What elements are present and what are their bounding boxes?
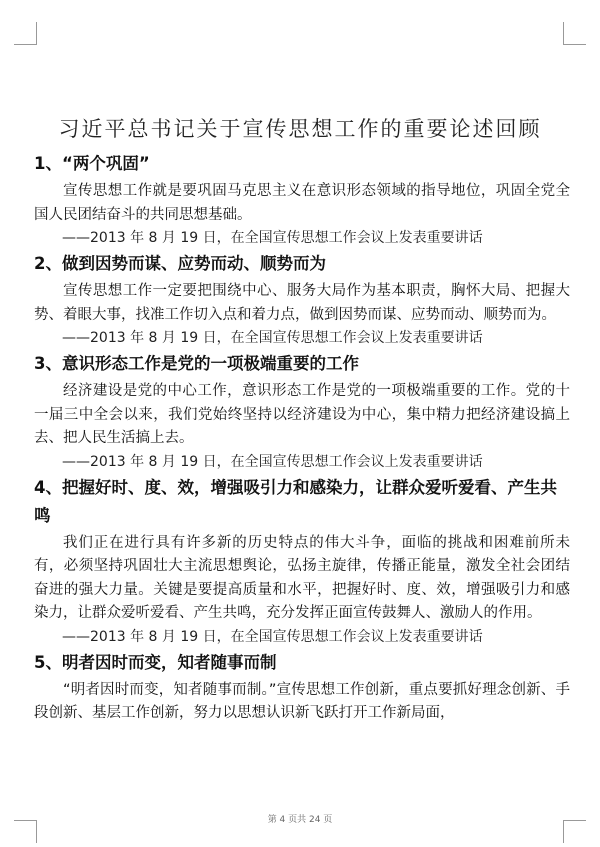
section-heading: 1、“两个巩固” <box>34 154 150 173</box>
document-body <box>34 150 570 726</box>
section-heading: 3、意识形态工作是党的一项极端重要的工作 <box>34 354 359 373</box>
section-paragraph: 宣传思想工作一定要把围绕中心、服务大局作为基本职责，胸怀大局、把握大势、着眼大事，找准工作切入点和着力点，做到因势而谋、应势而动、顺势而为。 <box>34 283 570 323</box>
section-heading: 4、把握好时、度、效，增强吸引力和感染力，让群众爱听爱看、产生共鸣 <box>34 477 557 525</box>
section-2 <box>34 250 570 350</box>
section-source: ——2013 年 8 月 19 日，在全国宣传思想工作会议上发表重要讲话 <box>62 628 483 645</box>
section-paragraph: “明者因时而变，知者随事而制。”宣传思想工作创新，重点要抓好理念创新、手段创新、基层工作创新，努力以思想认识新飞跃打开工作新局面， <box>34 681 570 721</box>
section-heading: 2、做到因势而谋、应势而动、顺势而为 <box>34 254 326 273</box>
section-3 <box>34 350 570 474</box>
section-4 <box>34 474 570 649</box>
page-number-footer: 第 4 页共 24 页 <box>267 815 333 825</box>
section-paragraph: 宣传思想工作就是要巩固马克思主义在意识形态领域的指导地位，巩固全党全国人民团结奋斗的共同思想基础。 <box>34 183 570 223</box>
section-paragraph: 我们正在进行具有许多新的历史特点的伟大斗争，面临的挑战和困难前所未有，必须坚持巩固壮大主流思想舆论，弘扬主旋律，传播正能量，激发全社会团结奋进的强大力量。关键是要提高质量和水平，把握好时、度、效，增强吸引力和感染力，让群众爱听爱看、产生共鸣，充分发挥正面宣传鼓舞人、激励人的作用。 <box>34 534 570 621</box>
crop-mark-top-left <box>14 22 37 45</box>
section-source: ——2013 年 8 月 19 日，在全国宣传思想工作会议上发表重要讲话 <box>62 453 483 470</box>
section-5 <box>34 649 570 726</box>
section-source: ——2013 年 8 月 19 日，在全国宣传思想工作会议上发表重要讲话 <box>62 230 483 246</box>
section-paragraph: 经济建设是党的中心工作，意识形态工作是党的一项极端重要的工作。党的十一届三中全会以来，我们党始终坚持以经济建设为中心，集中精力把经济建设搞上去、把人民生活搞上去。 <box>34 383 570 446</box>
document-title: 习近平总书记关于宣传思想工作的重要论述回顾 <box>58 117 542 141</box>
section-1 <box>34 150 570 250</box>
crop-mark-top-right <box>563 22 586 45</box>
section-source: ——2013 年 8 月 19 日，在全国宣传思想工作会议上发表重要讲话 <box>62 330 483 346</box>
section-heading: 5、明者因时而变，知者随事而制 <box>34 652 277 672</box>
